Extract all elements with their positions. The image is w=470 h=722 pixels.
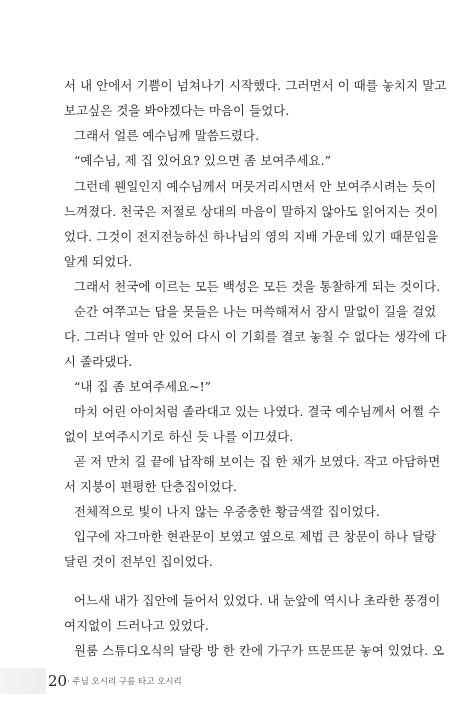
text-line: 시 졸라댔다. — [64, 354, 133, 369]
page-number: 20 — [48, 672, 68, 690]
text-line: 마치 어린 아이처럼 졸라대고 있는 나였다. 결국 예수님께서 어쩔 수 — [74, 404, 441, 419]
text-line: 달린 것이 전부인 집이었다. — [64, 554, 213, 569]
text-line: 느껴졌다. 천국은 저절로 상대의 마음이 말하지 않아도 읽어지는 것이 — [64, 204, 439, 219]
text-line: 원룸 스튜디오식의 달랑 방 한 칸에 가구가 뜨문뜨문 놓여 있었다. 오 — [74, 643, 445, 658]
text-line: 여지없이 드러나고 있었다. — [64, 618, 209, 633]
text-line: 순간 여쭈고는 답을 못들은 나는 머쓱해져서 잠시 말없이 길을 걸었 — [74, 304, 437, 319]
text-line: 다. 그러나 얼마 안 있어 다시 이 기회를 결코 놓칠 수 없다는 생각에 다 — [64, 329, 447, 344]
text-line: “예수님, 제 집 있어요? 있으면 좀 보여주세요.” — [74, 153, 332, 168]
text-line: 그래서 천국에 이르는 모든 백성은 모든 것을 통찰하게 되는 것이다. — [74, 279, 441, 294]
text-line: 그런데 웬일인지 예수님께서 머뭇거리시면서 안 보여주시려는 듯이 — [74, 179, 437, 194]
text-line: 었다. 그것이 전지전능하신 하나님의 영의 지배 가운데 있기 때문임을 — [64, 229, 439, 244]
text-line: 없이 보여주시기로 하신 듯 나를 이끄셨다. — [64, 429, 294, 444]
text-line: 서 지붕이 편평한 단층집이었다. — [64, 479, 238, 494]
text-line: 입구에 자그마한 현관문이 보였고 옆으로 제법 큰 창문이 하나 달랑 — [74, 529, 437, 544]
text-line: 서 내 안에서 기쁨이 넘쳐나기 시작했다. 그러면서 이 때를 놓치지 말고 — [64, 78, 447, 93]
text-line: 전체적으로 빛이 나지 않는 우중충한 황금색깔 집이었다. — [74, 504, 380, 519]
text-line: 보고싶은 것을 봐야겠다는 마음이 들었다. — [64, 103, 290, 118]
text-line: 알게 되었다. — [64, 254, 133, 269]
footer-tab — [0, 668, 46, 694]
text-line: 곧 저 만치 길 끝에 납작해 보이는 집 한 채가 보였다. 작고 아담하면 — [74, 454, 441, 469]
text-line: 어느새 내가 집안에 들어서 있었다. 내 눈앞에 역시나 초라한 풍경이 — [74, 593, 441, 608]
text-line: “내 집 좀 보여주세요~!” — [74, 379, 212, 394]
text-line: 그래서 얼른 예수님께 말씀드렸다. — [74, 128, 260, 143]
running-footer-title: · 주님 오시리 구름 타고 오시리 — [67, 677, 182, 687]
